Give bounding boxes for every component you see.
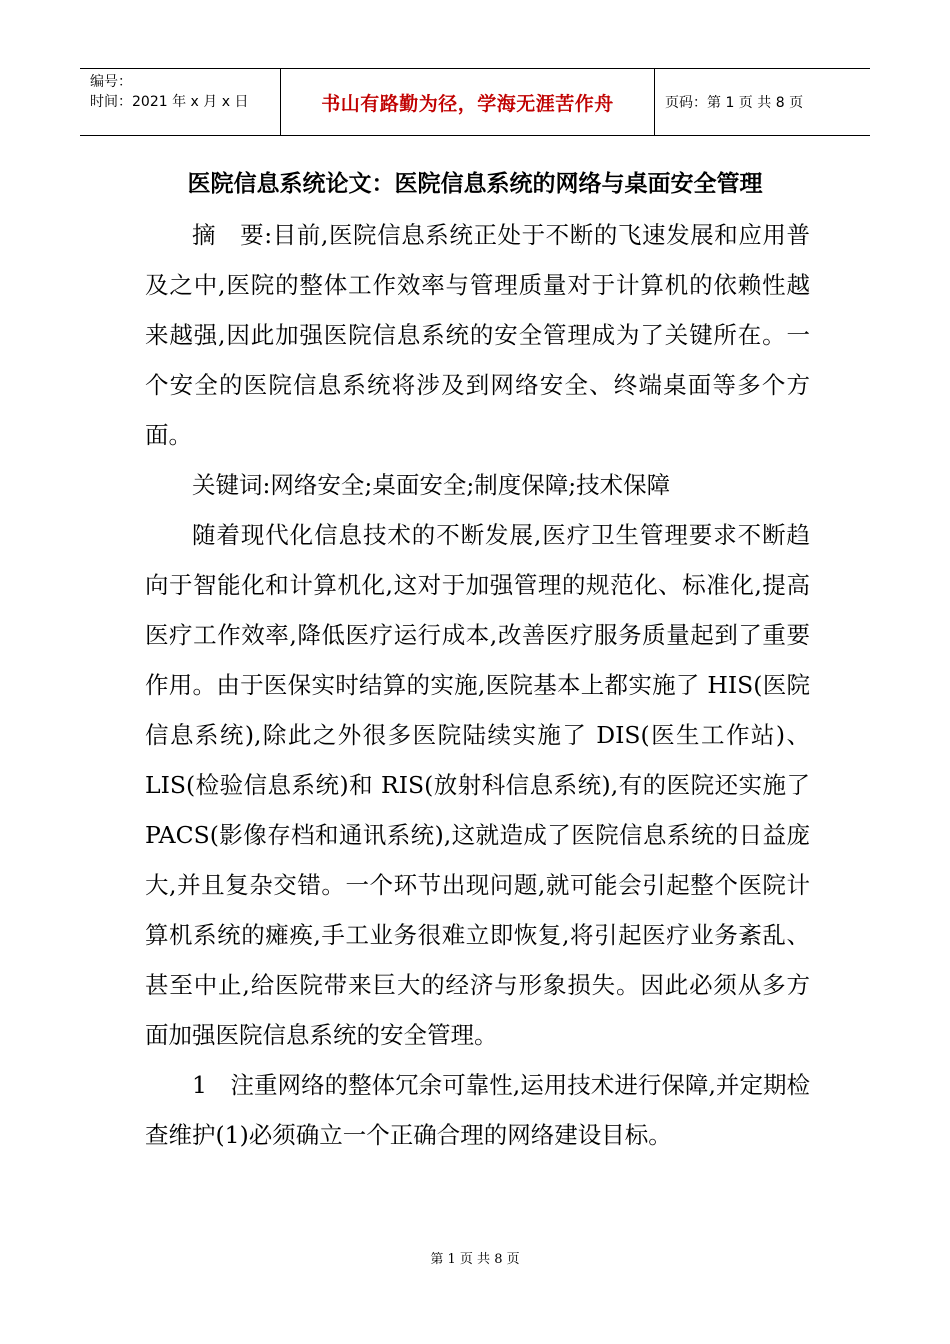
body-paragraph: 随着现代化信息技术的不断发展,医疗卫生管理要求不断趋向于智能化和计算机化,这对于加强管理的规范化、标准化,提高医疗工作效率,降低医疗运行成本,改善医疗服务质量起到了重要作用。由于医保实时结算的实施,医院基本上都实施了 HIS(医院信息系统),除此之外很多医院陆续实施了 DIS(医生工作站)、LIS(检验信息系统)和 RIS(放射科信息系统),有的医院还实施了 PACS(影像存档和通讯系统),这就造成了医院信息系统的日益庞大,并且复杂交错。一个环节出现问题,就可能会引起整个医院计算机系统的瘫痪,手工业务很难立即恢复,将引起医疗业务紊乱、甚至中止,给医院带来巨大的经济与形象损失。因此必须从多方面加强医院信息系统的安全管理。 — [145, 521, 810, 1049]
abstract-paragraph: 摘 要:目前,医院信息系统正处于不断的飞速发展和应用普及之中,医院的整体工作效率与管理质量对于计算机的依赖性越来越强,因此加强医院信息系统的安全管理成为了关键所在。一个安全的医院信息系统将涉及到网络安全、终端桌面等多个方面。 — [145, 221, 810, 449]
section-1-paragraph: 1 注重网络的整体冗余可靠性,运用技术进行保障,并定期检查维护(1)必须确立一个正确合理的网络建设目标。 — [145, 1071, 810, 1149]
document-time-label: 时间：2021 年 x 月 x 日 — [90, 94, 249, 110]
page-footer: 第 1 页 共 8 页 — [430, 1252, 520, 1267]
document-number-label: 编号： — [90, 74, 132, 90]
header-motto: 书山有路勤为径，学海无涯苦作舟 — [281, 69, 655, 135]
document-title: 医院信息系统论文：医院信息系统的网络与桌面安全管理 — [187, 171, 763, 197]
keywords-paragraph: 关键词:网络安全;桌面安全;制度保障;技术保障 — [192, 471, 671, 499]
document-body — [145, 210, 810, 1160]
header-page-code: 页码：第 1 页 共 8 页 — [665, 95, 804, 111]
document-header — [80, 68, 870, 136]
header-meta-cell — [80, 69, 281, 135]
